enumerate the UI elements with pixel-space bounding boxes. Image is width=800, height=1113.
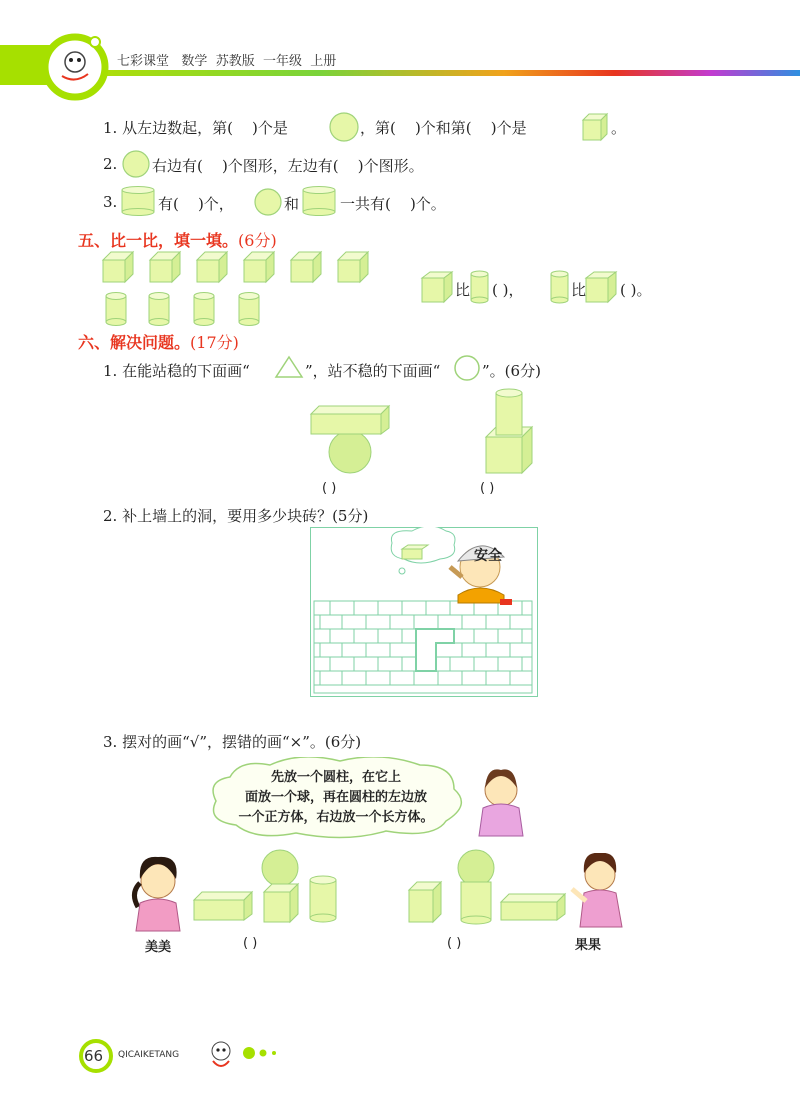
header-title [117,50,336,69]
question-6-1-b: ”，站不稳的下面画“ [305,362,441,380]
q2-text-3: )个图形。 [357,157,424,175]
q3-text-2: )个， [197,195,234,213]
bubble-line-2: 面放一个球，再在圆柱的左边放 [244,790,427,805]
q1-text-5: )个是 [490,119,527,137]
question-6-1-c: ”。(6分) [482,362,541,380]
question-6-2: 2. 补上墙上的洞，要用多少块砖？(5分) [103,507,369,525]
question-4-3-and: 和 [284,195,300,213]
question-6-3-a [103,731,361,752]
meimei-girl [128,853,188,933]
header-grade: 一年级 [262,54,302,69]
header-volume: 上册 [310,54,337,69]
question-6-1-a: 1. 在能站稳的下面画“ [103,362,250,380]
compare-blank-2: ( )。 [620,281,652,299]
arrangement-meimei [188,848,343,926]
q6-3-prefix: 3. 摆对的画“ [103,733,190,751]
bubble-line-3: 一个正方体，右边放一个长方体。 [238,810,434,825]
compare-blank-1: ( )， [492,281,524,299]
brick-wall-illustration [310,527,538,697]
q1-text-3: ，第( [360,119,396,137]
section-5-shapes [98,248,388,328]
compare-cylinder-1 [470,270,490,304]
footer-mascot-icon [203,1035,283,1077]
name-meimei: 美美 [145,940,172,955]
cylinder-mark [106,293,126,326]
q3-text-1: 有( [158,195,179,213]
cube-mark [150,252,180,282]
cube-mark [291,252,321,282]
question-4-1b [360,117,527,138]
arrangement-guoguo [405,848,570,926]
q2-text-2: )个图形，左边有( [221,157,339,175]
sphere-icon [328,111,360,143]
triangle-icon [274,354,304,380]
compare-bi-2: 比 [571,281,587,299]
question-4-3 [158,193,234,214]
section-5-points: (6分) [238,231,277,250]
question-4-2-prefix: 2. [103,155,118,173]
sphere-icon [121,149,151,179]
question-4-3-end [340,193,446,214]
header-subject: 数学 [181,54,208,69]
bubble-line-1: 先放一个圆柱，在它上 [270,770,401,785]
cylinder-icon [300,185,338,217]
cube-mark [103,252,133,282]
footer-brand: QICAIKETANG [118,1050,180,1060]
name-guoguo: 果果 [575,938,602,953]
q1-text-2: )个是 [252,119,288,137]
brick-wall-svg [310,527,538,697]
q1-text-1: 1. 从左边数起，第( [103,119,233,137]
cube-mark [197,252,227,282]
girl-thinking [473,768,528,840]
page-number: 66 [84,1047,104,1065]
cylinder-mark [239,293,259,326]
answer-blank-meimei[interactable]: ( ) [243,936,258,951]
section-6-heading: 六、解决问题。 [78,333,191,352]
cube-icon [579,110,611,142]
compare-cube-2 [584,270,618,304]
cube-mark [244,252,274,282]
cube-mark [338,252,368,282]
q6-3-suffix: ”。(6分) [302,733,362,751]
q1-text-4: )个和第( [414,119,472,137]
question-4-2 [152,155,424,176]
section-5-heading: 五、比一比，填一填。 [78,231,239,250]
compare-cylinder-2 [550,270,570,304]
mascot-logo [40,32,110,102]
helmet-label: 安全 [474,548,502,564]
cylinder-mark [149,293,169,326]
q3-text-4: 一共有( [340,195,391,213]
check-mark-symbol: √ [189,733,200,751]
circle-icon [452,354,482,382]
question-4-1-end: 。 [611,119,627,137]
compare-bi-1: 比 [455,281,471,299]
speech-cloud-text [205,768,467,828]
guoguo-girl [566,853,628,933]
cylinder-mark [194,293,214,326]
section-6-points: (17分) [190,333,239,352]
cylinder-icon [119,185,157,217]
q3-text-5: )个。 [409,195,446,213]
stable-stack [482,385,537,477]
answer-blank-stable[interactable]: ( ) [480,481,495,496]
compare-cube-1 [420,270,454,304]
q2-text-1: 右边有( [152,157,203,175]
sphere-icon [253,187,283,217]
question-4-1 [103,117,288,138]
unstable-stack [305,400,395,475]
q6-3-middle: ”，摆错的画“ [199,733,290,751]
section-6-title [78,330,239,353]
question-4-3-prefix: 3. [103,193,118,211]
answer-blank-guoguo[interactable]: ( ) [447,936,462,951]
header-series: 七彩课堂 [117,54,170,69]
header-edition: 苏教版 [215,54,255,69]
cross-mark-symbol: × [289,733,303,751]
answer-blank-unstable[interactable]: ( ) [322,481,337,496]
